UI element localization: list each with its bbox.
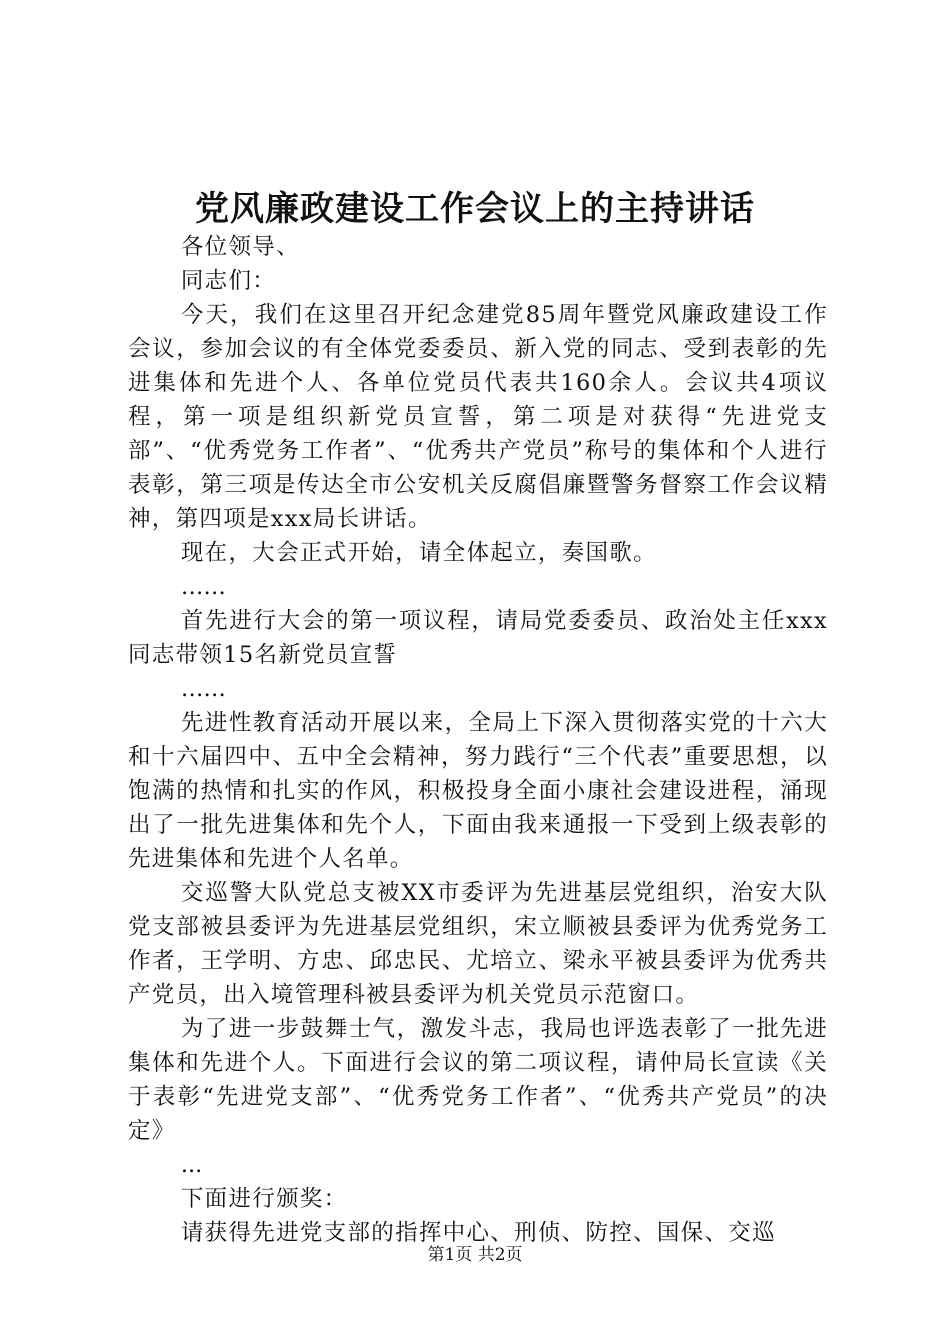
paragraph-oath: 首先进行大会的第一项议程，请局党委委员、政治处主任xxx同志带领15名新党员宣誓 <box>128 608 828 668</box>
paragraph-commendation: 为了进一步鼓舞士气，激发斗志，我局也评选表彰了一批先进集体和先进个人。下面进行会议的第二项议程，请仲局长宣读《关于表彰“先进党支部”、“优秀党务工作者”、“优秀共产党员”的决定》 <box>128 1016 828 1144</box>
paragraph-award-invite: 请获得先进党支部的指挥中心、刑侦、防控、国保、交巡 <box>180 1220 776 1246</box>
paragraph-honors: 交巡警大队党总支被XX市委评为先进基层党组织，治安大队党支部被县委评为先进基层党组织，宋立顺被县委评为优秀党务工作者，王学明、方忠、邱忠民、尤培立、梁永平被县委评为优秀共产党员，出入境管理科被县委评为机关党员示范窗口。 <box>128 880 828 1008</box>
document-title: 党风廉政建设工作会议上的主持讲话 <box>195 189 755 229</box>
document-body <box>128 230 828 1250</box>
paragraph-education: 先进性教育活动开展以来，全局上下深入贯彻落实党的十六大和十六届四中、五中全会精神，努力践行“三个代表”重要思想，以饱满的热情和扎实的作风，积极投身全面小康社会建设进程，涌现出了一批先进集体和先个人，下面由我来通报一下受到上级表彰的先进集体和先进个人名单。 <box>128 710 828 872</box>
paragraph-start: 现在，大会正式开始，请全体起立，奏国歌。 <box>180 540 657 566</box>
ellipsis-1: …… <box>180 574 226 600</box>
ellipsis-3: ... <box>180 1152 203 1178</box>
page-number: 第1页 共2页 <box>427 1245 523 1265</box>
paragraph-salutation-1: 各位领导、 <box>180 234 300 260</box>
ellipsis-2: …… <box>180 676 226 702</box>
paragraph-awards: 下面进行颁奖： <box>180 1186 348 1212</box>
paragraph-opening: 今天，我们在这里召开纪念建党85周年暨党风廉政建设工作会议，参加会议的有全体党委委员、新入党的同志、受到表彰的先进集体和先进个人、各单位党员代表共160余人。会议共4项议程，第一项是组织新党员宣誓，第二项是对获得“先进党支部”、“优秀党务工作者”、“优秀共产党员”称号的集体和个人进行表彰，第三项是传达全市公安机关反腐倡廉暨警务督察工作会议精神，第四项是xxx局长讲话。 <box>128 302 828 532</box>
paragraph-salutation-2: 同志们： <box>180 268 277 294</box>
